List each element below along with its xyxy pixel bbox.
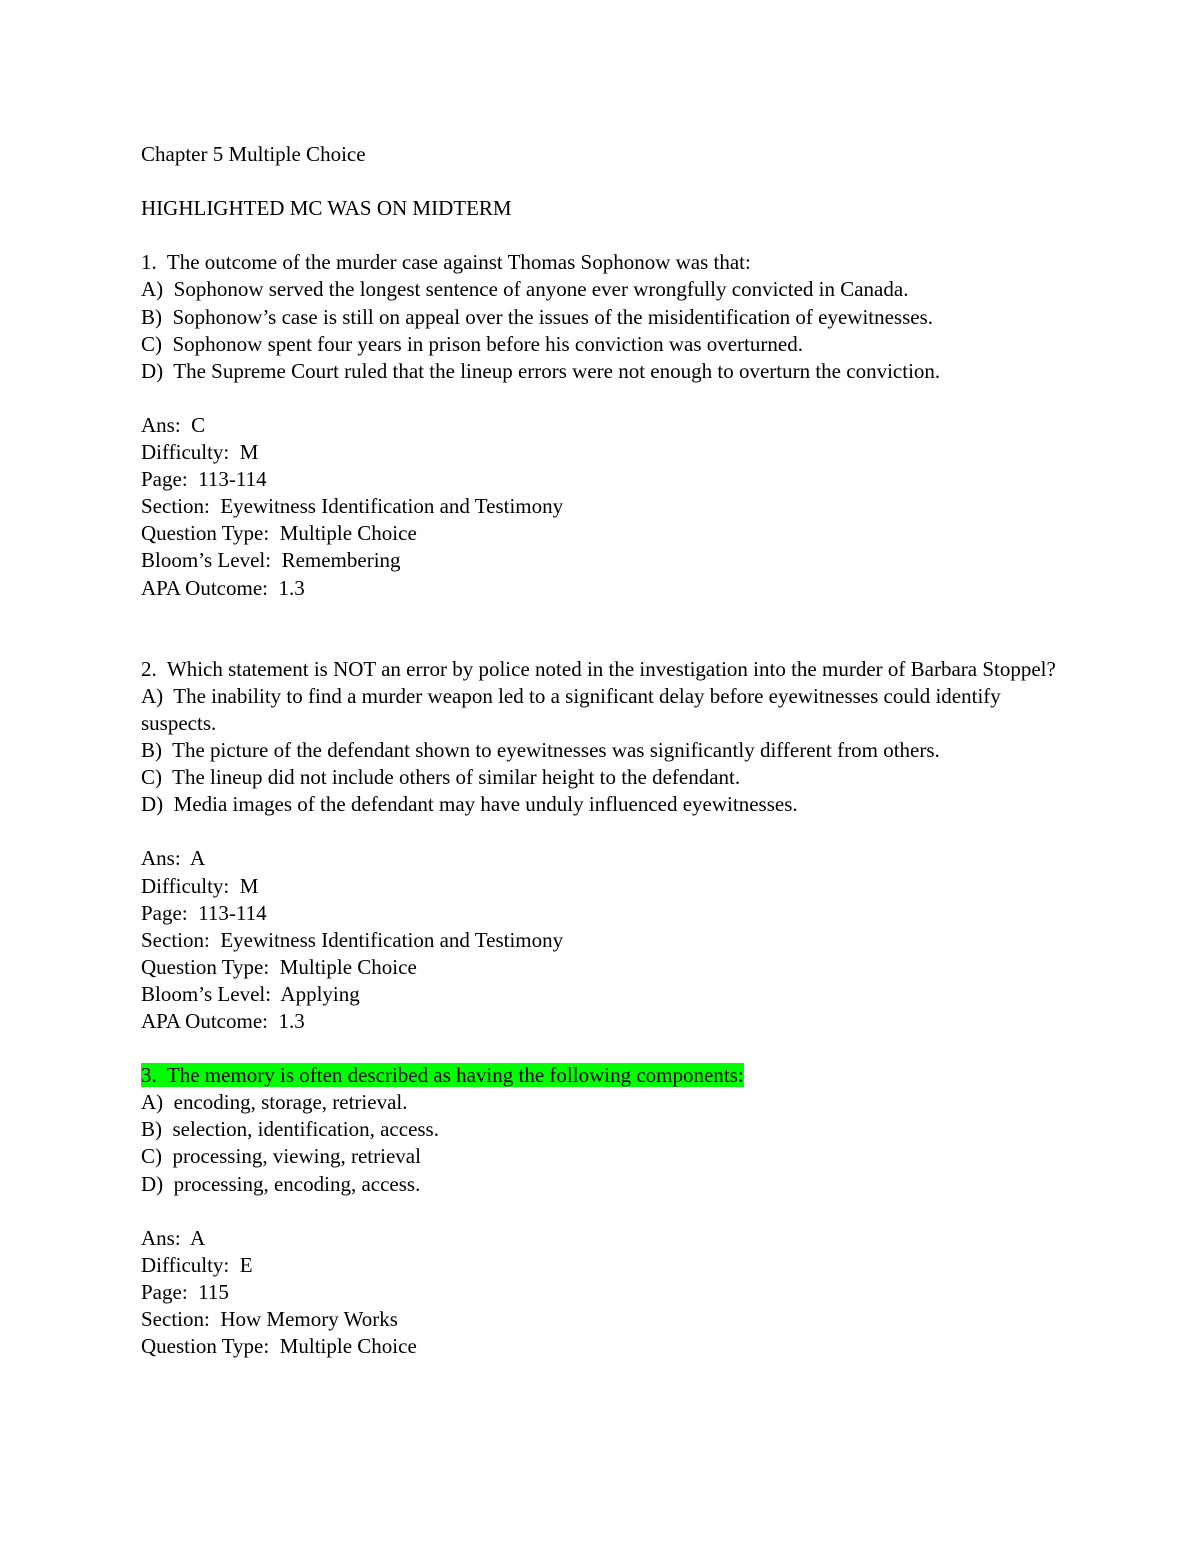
spacer xyxy=(141,168,1061,195)
difficulty: Difficulty: M xyxy=(141,440,259,465)
answer-option-d: D) The Supreme Court ruled that the lineup errors were not enough to overturn the conviction. xyxy=(141,358,941,383)
spacer xyxy=(141,1198,1061,1225)
question-1 xyxy=(141,249,1061,601)
spacer xyxy=(141,385,1061,412)
question-3 xyxy=(141,1062,1061,1360)
question-stem xyxy=(141,1062,1061,1089)
answer-option-c: C) The lineup did not include others of similar height to the defendant. xyxy=(141,765,741,790)
answer-key: Ans: A xyxy=(141,846,206,871)
answer-option-a: A) Sophonow served the longest sentence of anyone ever wrongfully convicted in Canada. xyxy=(141,277,909,302)
question-2 xyxy=(141,656,1061,1035)
answer-key: Ans: C xyxy=(141,412,206,437)
blooms-level: Bloom’s Level: Applying xyxy=(141,981,360,1006)
answer-option-a: A) encoding, storage, retrieval. xyxy=(141,1090,408,1115)
spacer xyxy=(141,602,1061,629)
blooms-level: Bloom’s Level: Remembering xyxy=(141,548,401,573)
question-stem: 1. The outcome of the murder case against Thomas Sophonow was that: xyxy=(141,250,751,275)
section: Section: How Memory Works xyxy=(141,1307,398,1332)
question-type: Question Type: Multiple Choice xyxy=(141,521,417,546)
spacer xyxy=(141,818,1061,845)
answer-option-b: B) selection, identification, access. xyxy=(141,1117,439,1142)
section: Section: Eyewitness Identification and Testimony xyxy=(141,927,564,952)
spacer xyxy=(141,222,1061,249)
answer-option-a: A) The inability to find a murder weapon led to a significant delay before eyewitnesses could identify suspects. xyxy=(141,683,1007,735)
spacer xyxy=(141,629,1061,656)
document-title: Chapter 5 Multiple Choice xyxy=(141,142,366,166)
spacer xyxy=(141,1035,1061,1062)
apa-outcome: APA Outcome: 1.3 xyxy=(141,1009,305,1033)
difficulty: Difficulty: E xyxy=(141,1252,253,1277)
section: Section: Eyewitness Identification and Testimony xyxy=(141,494,564,519)
midterm-highlight: 3. The memory is often described as having the following components: xyxy=(141,1063,744,1088)
answer-option-b: B) The picture of the defendant shown to eyewitnesses was significantly different from others. xyxy=(141,738,940,763)
answer-key: Ans: A xyxy=(141,1225,206,1250)
question-type: Question Type: Multiple Choice xyxy=(141,1334,417,1359)
midterm-note: HIGHLIGHTED MC WAS ON MIDTERM xyxy=(141,196,512,221)
page-reference: Page: 115 xyxy=(141,1279,229,1304)
question-stem: 2. Which statement is NOT an error by police noted in the investigation into the murder of Barbara Stoppel? xyxy=(141,656,1056,681)
apa-outcome: APA Outcome: 1.3 xyxy=(141,575,305,600)
answer-option-c: C) Sophonow spent four years in prison before his conviction was overturned. xyxy=(141,331,803,356)
page-reference: Page: 113-114 xyxy=(141,467,267,492)
answer-option-c: C) processing, viewing, retrieval xyxy=(141,1144,421,1169)
answer-option-d: D) processing, encoding, access. xyxy=(141,1171,421,1196)
difficulty: Difficulty: M xyxy=(141,873,259,898)
page-reference: Page: 113-114 xyxy=(141,900,267,925)
document-page xyxy=(141,141,1061,1360)
answer-option-d: D) Media images of the defendant may have unduly influenced eyewitnesses. xyxy=(141,792,798,817)
question-type: Question Type: Multiple Choice xyxy=(141,954,417,979)
answer-option-b: B) Sophonow’s case is still on appeal over the issues of the misidentification of eyewitnesses. xyxy=(141,304,934,329)
